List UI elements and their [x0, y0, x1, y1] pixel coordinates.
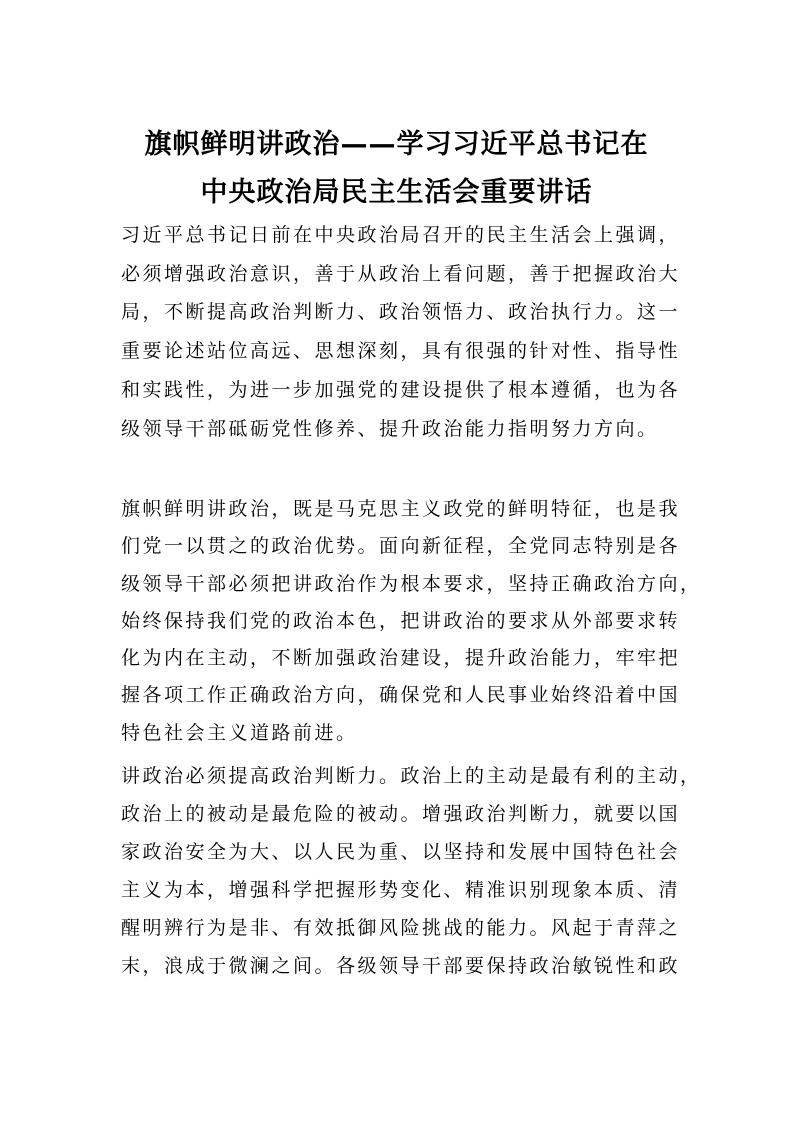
text-line: 习近平总书记日前在中央政治局召开的民主生活会上强调，: [121, 224, 681, 246]
text-line: 家政治安全为大、以人民为重、以坚持和发展中国特色社会: [121, 841, 681, 863]
text-line: 末，浪成于微澜之间。各级领导干部要保持政治敏锐性和政: [121, 955, 681, 977]
text-line: 们党一以贯之的政治优势。面向新征程，全党同志特别是各: [121, 535, 681, 558]
text-line: 重要论述站位高远、思想深刻，具有很强的针对性、指导性: [121, 340, 681, 363]
text-line: 局，不断提高政治判断力、政治领悟力、政治执行力。这一: [121, 301, 681, 324]
text-line: 旗帜鲜明讲政治，既是马克思主义政党的鲜明特征，也是我: [121, 498, 681, 520]
paragraph-2: [121, 491, 721, 752]
text-line: 必须增强政治意识，善于从政治上看问题，善于把握政治大: [121, 262, 681, 285]
text-line: 讲政治必须提高政治判断力。政治上的主动是最有利的主动，: [121, 765, 702, 787]
text-line: 主义为本，增强科学把握形势变化、精准识别现象本质、清: [121, 879, 681, 901]
document-title-line-2: 中央政治局民主生活会重要讲话: [200, 177, 593, 208]
text-line: 政治上的被动是最危险的被动。增强政治判断力，就要以国: [121, 803, 681, 825]
text-line: 级领导干部必须把讲政治作为根本要求，坚持正确政治方向，: [121, 572, 702, 595]
paragraph-3: [121, 757, 721, 985]
document-title-line-1: 旗帜鲜明讲政治——学习习近平总书记在: [144, 129, 649, 160]
text-line: 和实践性，为进一步加强党的建设提供了根本遵循，也为各: [121, 378, 681, 401]
text-line: 握各项工作正确政治方向，确保党和人民事业始终沿着中国: [121, 684, 681, 707]
text-line: 级领导干部砥砺党性修养、提升政治能力指明努力方向。: [121, 417, 659, 440]
text-line: 始终保持我们党的政治本色，把讲政治的要求从外部要求转: [121, 609, 681, 632]
text-line: 特色社会主义道路前进。: [121, 721, 358, 744]
text-line: 醒明辨行为是非、有效抵御风险挑战的能力。风起于青萍之: [121, 917, 681, 939]
text-line: 化为内在主动，不断加强政治建设，提升政治能力，牢牢把: [121, 647, 681, 670]
paragraph-1: [121, 216, 721, 448]
